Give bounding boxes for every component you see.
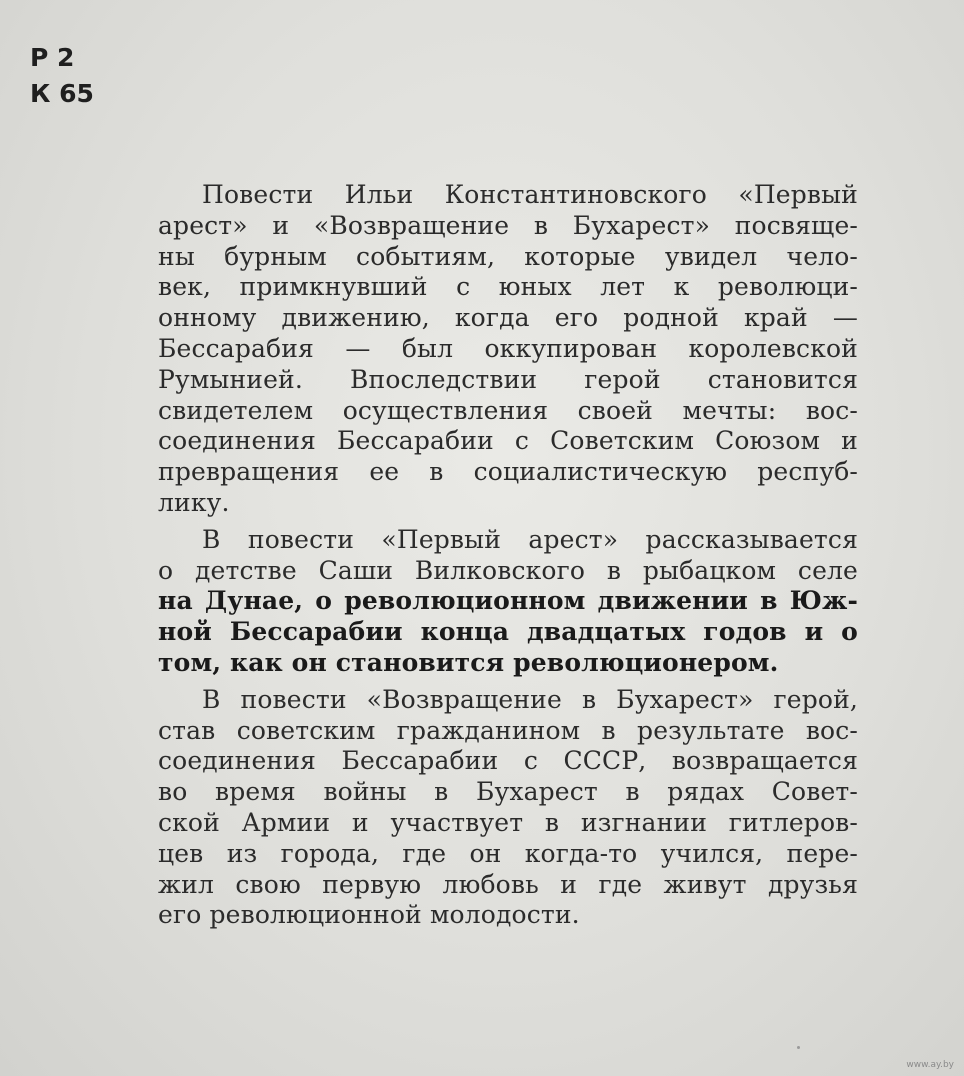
annotation-text [158,180,858,931]
text-line: век, примкнувший с юных лет к революци- [158,272,858,302]
text-line: онному движению, когда его родной край — [158,303,858,333]
text-line: лику. [158,487,230,517]
text-line: том, как он становится революционером. [158,647,779,677]
text-line: Повести Ильи Константиновского «Первый [202,180,858,209]
text-line: свидетелем осуществления своей мечты: вос- [158,395,858,425]
text-line: цев из города, где он когда-то учился, пере- [158,838,858,868]
watermark: www.ay.by [906,1060,954,1070]
text-line: ной Бессарабии конца двадцатых годов и о [158,617,858,647]
text-line: ны бурным событиям, которые увидел чело- [158,241,858,271]
text-line: соединения Бессарабии с Советским Союзом и [158,426,858,456]
text-line: о детстве Саши Вилковского в рыбацком селе [158,555,858,585]
text-line: его революционной молодости. [158,900,580,930]
catalog-index [30,40,94,112]
text-line: В повести «Возвращение в Бухарест» герой, [202,684,858,714]
catalog-line-1: Р 2 [30,43,75,72]
text-line: В повести «Первый арест» рассказывается [202,524,858,554]
text-line: во время войны в Бухарест в рядах Совет- [158,777,858,807]
text-line: превращения ее в социалистическую респуб- [158,457,858,487]
text-line: став советским гражданином в результате вос- [158,715,858,745]
catalog-line-2: К 65 [30,79,94,108]
speck [797,1046,800,1049]
text-line: ской Армии и участвует в изгнании гитлеров- [158,807,858,837]
text-line: арест» и «Возвращение в Бухарест» посвяще- [158,210,858,240]
text-line: соединения Бессарабии с СССР, возвращается [158,746,858,776]
text-line: на Дунае, о революционном движении в Юж- [158,586,858,616]
text-line: жил свою первую любовь и где живут друзья [158,869,858,899]
text-line: Румынией. Впоследствии герой становится [158,364,858,394]
text-line: Бессарабия — был оккупирован королевской [158,333,858,363]
